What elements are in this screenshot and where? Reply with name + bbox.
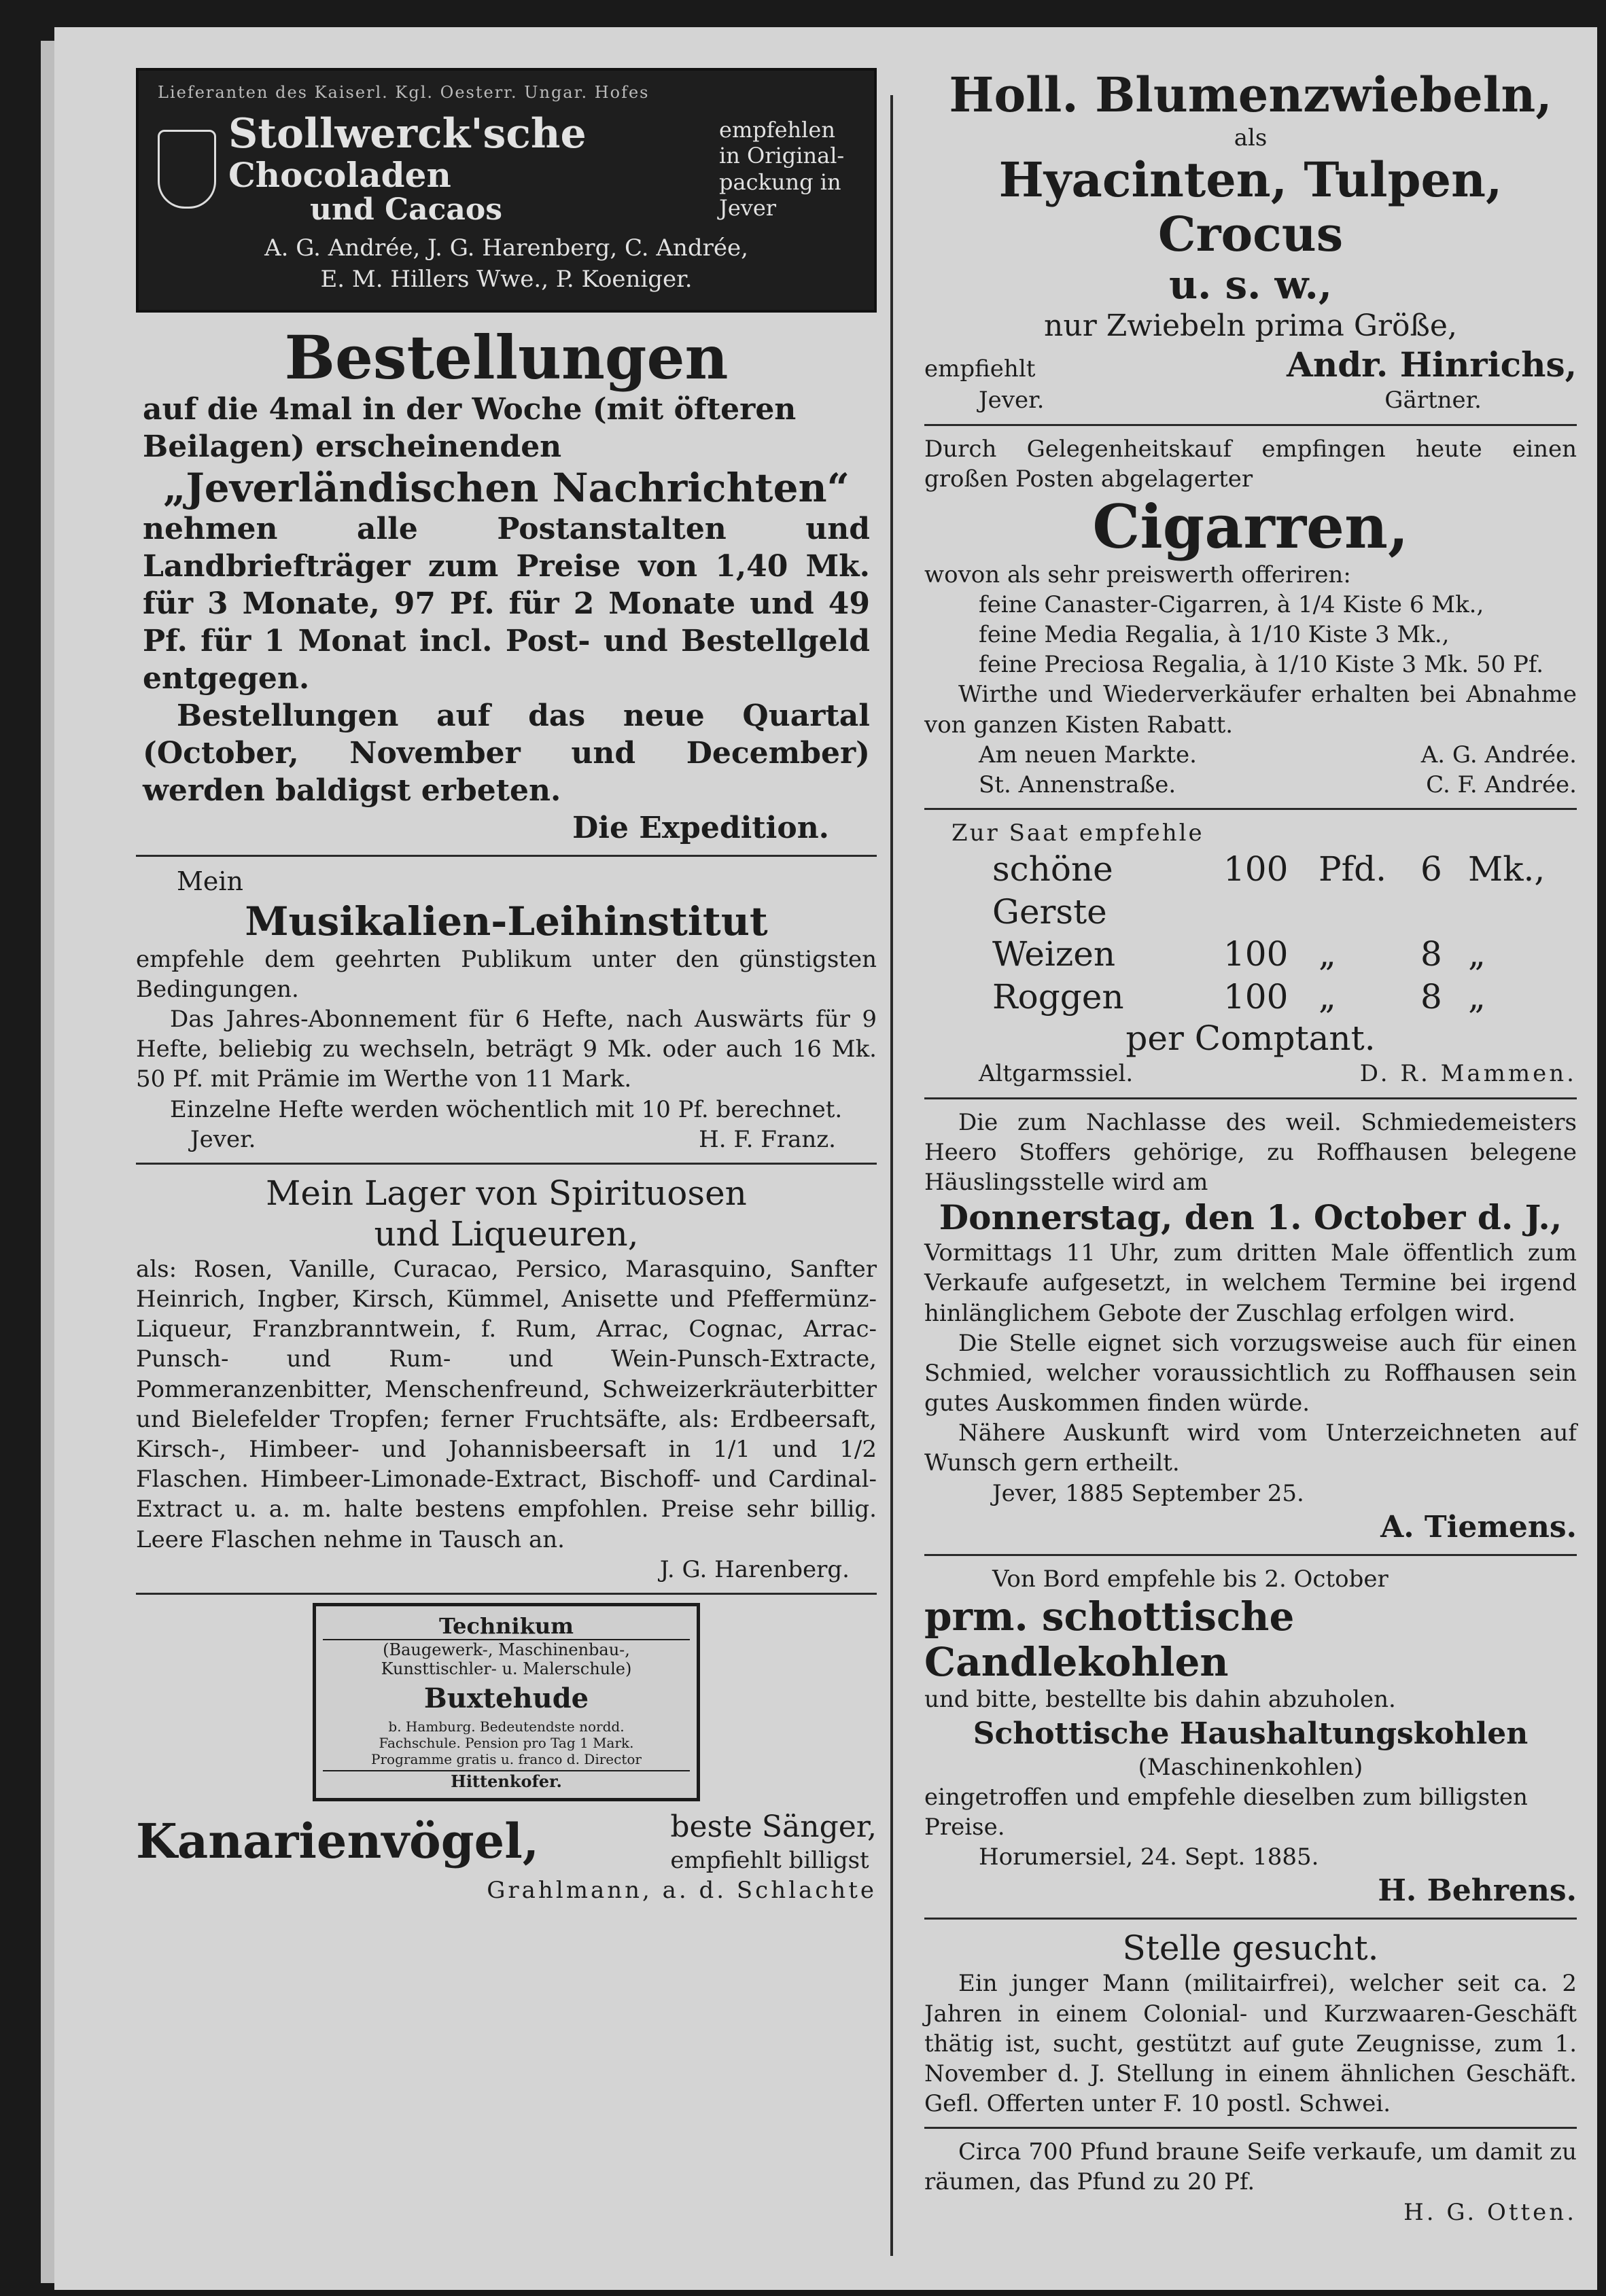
versteigerung-p2: Vormittags 11 Uhr, zum dritten Male öffentlich zum Verkaufe aufgesetzt, in welchem Termine bei irgend hinlänglichem Gebote der Zuschlag erfolgen wird. [924, 1239, 1577, 1327]
stollwerck-brand: Stollwerck'sche [228, 110, 587, 158]
technikum-title: Technikum [323, 1613, 690, 1640]
cigarren-wovon: wovon als sehr preiswerth offeriren: [924, 561, 1351, 588]
kohlen-line-2: eingetroffen und empfehle dieselben zum billigsten Preise. [924, 1783, 1528, 1841]
blumen-empfiehlt: empfiehlt [924, 355, 1036, 383]
bestellungen-line-1: auf die 4mal in der Woche (mit öfteren [143, 391, 797, 427]
kohlen-title-2: Schottische Haushaltungskohlen [973, 1716, 1529, 1751]
musikalien-title: Musikalien-Leihinstitut [245, 898, 768, 944]
saat-item: Weizen [992, 934, 1116, 974]
technikum-info-3: Programme gratis u. franco d. Director [371, 1750, 642, 1767]
kohlen-sub: (Maschinenkohlen) [1138, 1753, 1363, 1781]
saat-name: D. R. Mammen. [1359, 1060, 1577, 1088]
spirituosen-signature: J. G. Harenberg. [659, 1555, 850, 1583]
blumen-title: Holl. Blumenzwiebeln, [949, 67, 1552, 123]
blumen-als: als [1234, 124, 1268, 152]
cigarren-addr-1: Am neuen Markte. [979, 741, 1197, 769]
versteigerung-p1: Die zum Nachlasse des weil. Schmiedemeisters Heero Stoffers gehörige, zu Roffhausen belegene Häuslingsstelle wird am [924, 1108, 1577, 1196]
technikum-sub-2: Kunsttischler- u. Malerschule) [381, 1659, 632, 1678]
versteigerung-ad [924, 1108, 1577, 1546]
musikalien-p2: Das Jahres-Abonnement für 6 Hefte, nach Auswärts für 9 Hefte, beliebig zu wechseln, beträgt 9 Mk. oder auch 16 Mk. 50 Pf. mit Prämie im Werthe von 11 Mark. [136, 1005, 877, 1093]
divider [136, 855, 877, 857]
saat-qty: 100 [1223, 849, 1289, 889]
kohlen-line-1: und bitte, bestellte bis dahin abzuholen. [924, 1686, 1396, 1714]
saat-qty: 100 [1223, 934, 1289, 974]
technikum-info-2: Fachschule. Pension pro Tag 1 Mark. [379, 1734, 634, 1751]
divider [924, 1097, 1577, 1099]
versteigerung-p4: Nähere Auskunft wird vom Unterzeichneten auf Wunsch gern ertheilt. [924, 1419, 1577, 1477]
saat-cur: „ [1468, 934, 1486, 974]
spirituosen-ad [136, 1173, 877, 1585]
saat-ad [924, 818, 1577, 1089]
bestellungen-signature: Die Expedition. [572, 811, 829, 846]
blumen-place: Jever. [979, 387, 1045, 414]
saat-row [924, 933, 1577, 976]
saat-qty: 100 [1223, 976, 1289, 1017]
blumen-job: Gärtner. [1384, 387, 1482, 414]
bestellungen-body-1: nehmen alle Postanstalten und Landbriefträger zum Preise von 1,40 Mk. für 3 Monate, 97 Pf. für 2 Monate und 49 Pf. für 1 Monat incl. Post- und Bestellgeld entgegen. [143, 512, 870, 696]
divider [924, 1918, 1577, 1920]
saat-unit: Pfd. [1319, 849, 1387, 889]
saat-price: 8 [1420, 976, 1442, 1017]
cigarren-addr-2: St. Annenstraße. [979, 771, 1176, 799]
stollwerck-dealers-1: A. G. Andrée, J. G. Harenberg, C. Andrée, [264, 234, 748, 262]
saat-price: 8 [1420, 934, 1442, 974]
blumen-name: Andr. Hinrichs, [1287, 345, 1577, 385]
seife-body: Circa 700 Pfund braune Seife verkaufe, um damit zu räumen, das Pfund zu 20 Pf. [924, 2138, 1577, 2196]
saat-row [924, 848, 1577, 933]
kanarien-title: Kanarienvögel, [136, 1813, 540, 1870]
kanarien-line-1: beste Sänger, [670, 1809, 877, 1844]
blumen-line: Hyacinten, Tulpen, Crocus [998, 151, 1503, 263]
saat-price: 6 [1420, 849, 1442, 889]
divider [924, 2127, 1577, 2129]
spirituosen-body: als: Rosen, Vanille, Curacao, Persico, Marasquino, Sanfter Heinrich, Ingber, Kirsch, Kümmel, Anisette und Pfeffermünz-Liqueur, Franzbranntwein, f. Rum, Arrac, Cognac, Arrac-Punsch- und Rum- und Wein-Punsch-Extracte, Pommeranzenbitter, Menschenfreund, Schweizerkräuterbitter und Bielefelder Tropfen; ferner Fruchtsäfte, als: Erdbeersaft, Kirsch-, Himbeer- und Johannisbeersaft in 1/1 und 1/2 Flaschen. Himbeer-Limonade-Extract, Bischoff- und Cardinal-Extract u. a. m. halte bestens empfohlen. Preise sehr billig. Leere Flaschen nehme in Tausch an. [136, 1255, 877, 1553]
cigarren-item-1: feine Canaster-Cigarren, à 1/4 Kiste 6 Mk., [979, 590, 1484, 618]
saat-item: schöne Gerste [992, 849, 1113, 932]
technikum-info-1: b. Hamburg. Bedeutendste nordd. [388, 1718, 625, 1735]
kanarien-ad [136, 1808, 877, 1875]
technikum-director: Hittenkofer. [323, 1770, 690, 1791]
musikalien-signature: H. F. Franz. [699, 1125, 836, 1153]
cigarren-item-2: feine Media Regalia, à 1/10 Kiste 3 Mk., [979, 621, 1450, 649]
cigarren-rabatt: Wirthe und Wiederverkäufer erhalten bei Abnahme von ganzen Kisten Rabatt. [924, 681, 1577, 739]
divider [924, 424, 1577, 426]
saat-unit: „ [1319, 976, 1336, 1017]
blumen-size: nur Zwiebeln prima Größe, [1044, 308, 1457, 344]
musikalien-ad [136, 865, 877, 1154]
technikum-city: Buxtehude [423, 1682, 589, 1714]
cigarren-title: Cigarren, [1092, 491, 1409, 562]
cigarren-intro: Durch Gelegenheitskauf empfingen heute einen großen Posten abgelagerter [924, 435, 1577, 493]
versteigerung-date: Donnerstag, den 1. October d. J., [939, 1197, 1563, 1238]
saat-compt: per Comptant. [1125, 1019, 1376, 1059]
stollwerck-ad [136, 68, 877, 313]
stelle-body: Ein junger Mann (militairfrei), welcher seit ca. 2 Jahren in einem Colonial- und Kurzwaaren-Geschäft thätig ist, sucht, gestützt auf gute Zeugnisse, zum 1. November d. J. Stellung in einem ähnlichen Geschäft. Gefl. Offerten unter F. 10 postl. Schwei. [924, 1970, 1577, 2118]
divider [136, 1163, 877, 1165]
stollwerck-side-text: empfehlen in Original-packung in Jever [719, 116, 845, 222]
kohlen-intro: Von Bord empfehle bis 2. October [992, 1565, 1389, 1593]
left-column [136, 68, 877, 1905]
musikalien-p3: Einzelne Hefte werden wöchentlich mit 10 Pf. berechnet. [170, 1095, 843, 1123]
divider [924, 808, 1577, 810]
kanarien-signature: Grahlmann, a. d. Schlachte [487, 1877, 877, 1905]
musikalien-p1: empfehle dem geehrten Publikum unter den günstigsten Bedingungen. [136, 945, 877, 1003]
kohlen-title: prm. schottische Candlekohlen [924, 1593, 1295, 1685]
stollwerck-dealers-2: E. M. Hillers Wwe., P. Koeniger. [320, 266, 693, 294]
seife-signature: H. G. Otten. [1403, 2198, 1577, 2226]
saat-item: Roggen [992, 976, 1124, 1017]
newspaper-name: „Jeverländischen Nachrichten“ [162, 464, 850, 511]
saat-cur: Mk., [1468, 849, 1546, 889]
technikum-ad [313, 1603, 700, 1801]
cigarren-ad [924, 434, 1577, 800]
cigarren-name-1: A. G. Andrée. [1420, 741, 1577, 769]
stelle-ad [924, 1928, 1577, 2119]
versteigerung-p3: Die Stelle eignet sich vorzugsweise auch für einen Schmied, welcher voraussichtlich zu Roffhausen sein gutes Auskommen finden würde. [924, 1329, 1577, 1417]
stelle-title: Stelle gesucht. [1122, 1928, 1379, 1968]
cigarren-item-3: feine Preciosa Regalia, à 1/10 Kiste 3 Mk. 50 Pf. [979, 651, 1544, 679]
saat-cur: „ [1468, 976, 1486, 1017]
kohlen-signature: H. Behrens. [1378, 1873, 1577, 1909]
saat-row [924, 976, 1577, 1019]
stollwerck-product-2: und Cacaos [310, 192, 503, 227]
musikalien-place: Jever. [190, 1125, 256, 1153]
saat-unit: „ [1319, 934, 1336, 974]
blumen-usw: u. s. w., [1168, 261, 1333, 308]
bestellungen-body-2: Bestellungen auf das neue Quartal (October, November und December) werden baldigst erbeten. [143, 699, 870, 809]
right-column [924, 68, 1577, 2227]
saat-place: Altgarmssiel. [979, 1060, 1134, 1088]
musikalien-mein: Mein [177, 866, 244, 897]
spirituosen-title-2: und Liqueuren, [374, 1214, 639, 1254]
stollwerck-banner: Lieferanten des Kaiserl. Kgl. Oesterr. Ungar. Hofes [158, 83, 650, 102]
bestellungen-ad [136, 313, 877, 847]
technikum-sub-1: (Baugewerk-, Maschinenbau-, [383, 1640, 630, 1659]
saat-intro: Zur Saat empfehle [952, 819, 1204, 847]
kohlen-ad [924, 1564, 1577, 1910]
bestellungen-title: Bestellungen [284, 322, 729, 393]
stollwerck-product-1: Chocoladen [228, 155, 451, 195]
seife-ad [924, 2137, 1577, 2227]
divider [924, 1554, 1577, 1556]
cigarren-name-2: C. F. Andrée. [1426, 771, 1577, 799]
spirituosen-title-1: Mein Lager von Spirituosen [266, 1173, 747, 1213]
blumen-ad [924, 68, 1577, 416]
divider [136, 1593, 877, 1595]
kohlen-dateline: Horumersiel, 24. Sept. 1885. [979, 1843, 1319, 1871]
crest-icon [158, 130, 216, 209]
versteigerung-signature: A. Tiemens. [1380, 1509, 1577, 1544]
column-divider [890, 95, 893, 2256]
versteigerung-dateline: Jever, 1885 September 25. [992, 1479, 1304, 1507]
kanarien-line-2: empfiehlt billigst [670, 1846, 869, 1874]
bestellungen-line-2: Beilagen) erscheinenden [143, 429, 562, 464]
